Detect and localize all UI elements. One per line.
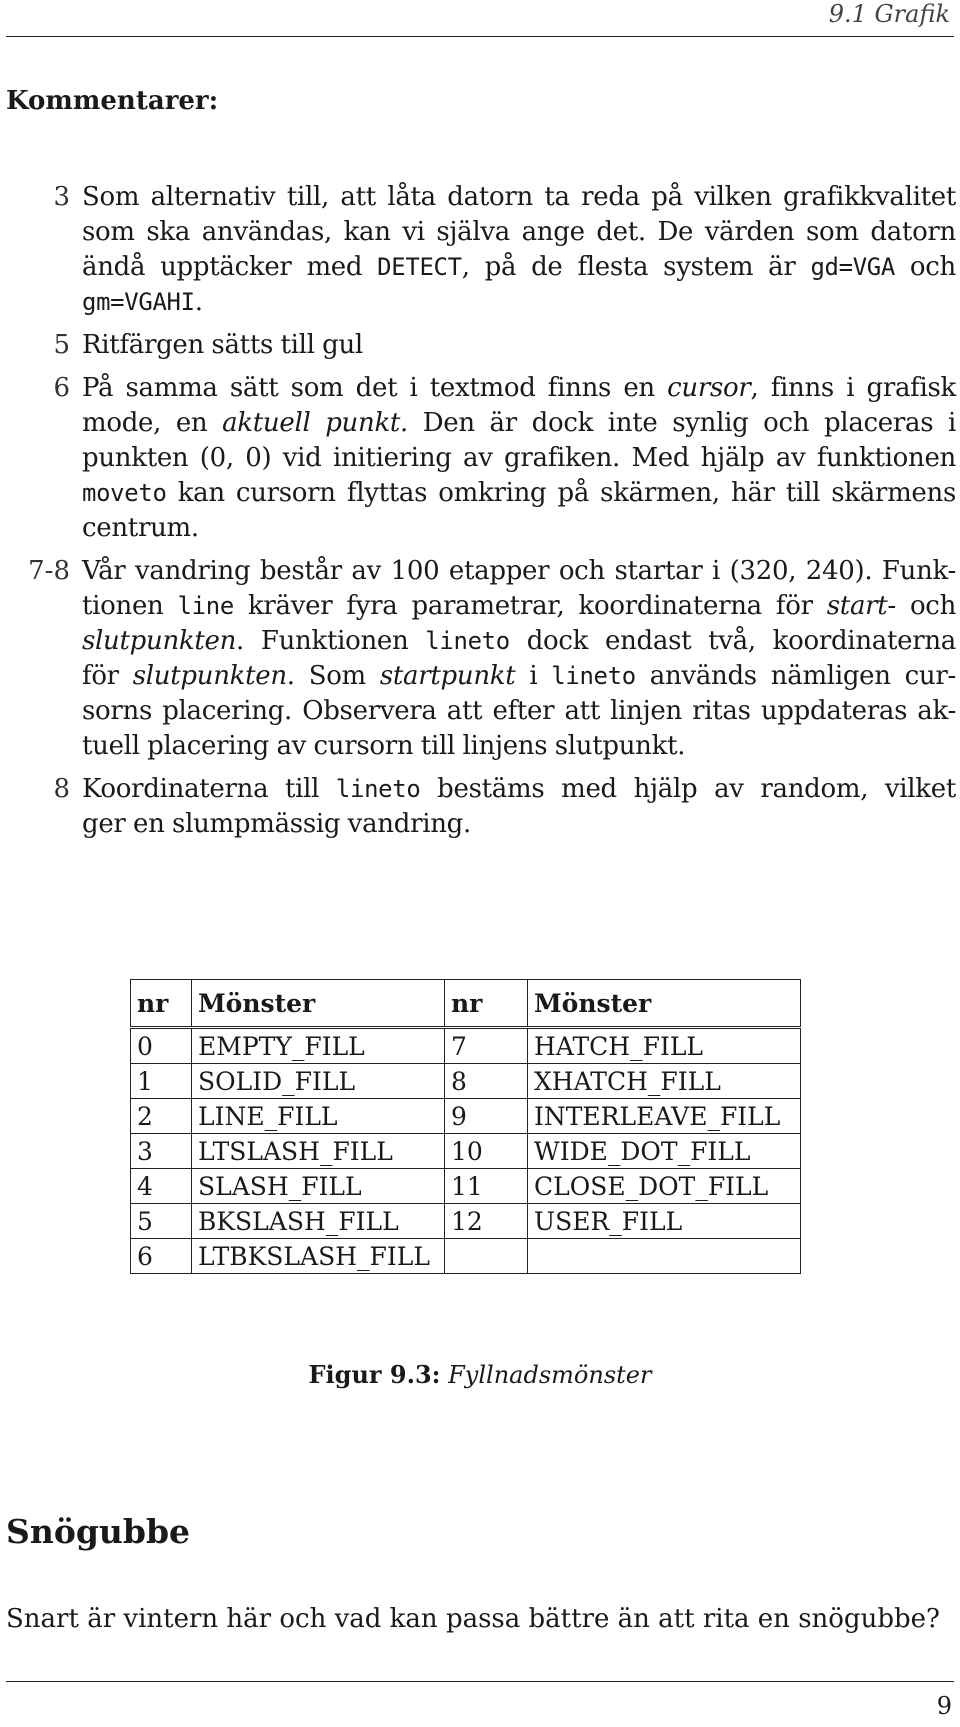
section-title: Snögubbe	[6, 1512, 191, 1551]
comment-line-number: 7-8	[28, 556, 70, 586]
fill-pattern-table	[130, 979, 801, 1274]
text-line: slutpunkten. Funktionen lineto dock endast två, koordinaterna	[82, 626, 956, 656]
col-header-pattern: Mönster	[192, 980, 445, 1028]
cell-pattern: EMPTY_FILL	[192, 1028, 445, 1064]
emphasis: slutpunkten	[82, 626, 237, 656]
comment-text	[82, 371, 956, 546]
text-line: Som alternativ till, att låta datorn ta reda på vilken grafikkvalitet	[82, 182, 956, 212]
cell-pattern: LINE_FILL	[192, 1099, 445, 1134]
cell-pattern: HATCH_FILL	[528, 1028, 801, 1064]
text-line: tionen line kräver fyra parametrar, koordinaterna för start- och	[82, 591, 957, 621]
comment-item	[0, 371, 960, 546]
col-header-nr: nr	[131, 980, 192, 1028]
comment-text	[82, 328, 956, 363]
comment-line-number: 8	[53, 774, 70, 804]
comment-line-number: 3	[53, 182, 70, 212]
text-line: moveto kan cursorn flyttas omkring på skärmen, här till skärmens	[82, 478, 956, 508]
code-term: moveto	[82, 479, 167, 507]
code-term: lineto	[551, 662, 636, 690]
text-line: tuell placering av cursorn till linjens slutpunkt.	[82, 731, 686, 761]
cell-nr: 3	[131, 1134, 192, 1169]
table-row	[131, 1239, 801, 1274]
table-row	[131, 1204, 801, 1239]
emphasis: aktuell punkt.	[222, 408, 409, 438]
figure-caption	[0, 1360, 960, 1389]
comment-item	[0, 180, 960, 320]
text-line: Koordinaterna till lineto bestäms med hjälp av random, vilket	[82, 774, 956, 804]
col-header-nr-2: nr	[445, 980, 528, 1028]
cell-pattern: BKSLASH_FILL	[192, 1204, 445, 1239]
cell-pattern: LTBKSLASH_FILL	[192, 1239, 445, 1274]
cell-pattern	[528, 1239, 801, 1274]
cell-pattern: USER_FILL	[528, 1204, 801, 1239]
code-term: line	[177, 592, 234, 620]
comment-line-number: 6	[53, 373, 70, 403]
col-header-pattern-2: Mönster	[528, 980, 801, 1028]
cell-nr: 0	[131, 1028, 192, 1064]
code-term: lineto	[425, 627, 510, 655]
text-line: ändå upptäcker med DETECT, på de flesta system är gd=VGA och	[82, 252, 956, 282]
cell-nr: 12	[445, 1204, 528, 1239]
cell-pattern: XHATCH_FILL	[528, 1064, 801, 1099]
cell-nr: 4	[131, 1169, 192, 1204]
intro-paragraph: Snart är vintern här och vad kan passa bättre än att rita en snögubbe?	[6, 1604, 940, 1634]
table-row	[131, 1169, 801, 1204]
emphasis: startpunkt	[379, 661, 516, 691]
text-line: Vår vandring består av 100 etapper och startar i (320, 240). Funk-	[82, 556, 956, 586]
cell-nr: 7	[445, 1028, 528, 1064]
cell-nr: 2	[131, 1099, 192, 1134]
cell-pattern: CLOSE_DOT_FILL	[528, 1169, 801, 1204]
table-row	[131, 1028, 801, 1064]
comment-text	[82, 554, 956, 764]
text-line: centrum.	[82, 513, 199, 543]
emphasis: start	[826, 591, 888, 621]
page-number: 9	[936, 1692, 952, 1720]
cell-pattern: WIDE_DOT_FILL	[528, 1134, 801, 1169]
text-line: för slutpunkten. Som startpunkt i lineto används nämligen cur-	[82, 661, 956, 691]
header-text: 9.1 Grafik	[828, 0, 950, 28]
comment-text	[82, 180, 956, 320]
cell-pattern: SLASH_FILL	[192, 1169, 445, 1204]
text-line: mode, en aktuell punkt. Den är dock inte synlig och placeras i	[82, 408, 956, 438]
cell-nr: 5	[131, 1204, 192, 1239]
comment-text	[82, 772, 956, 842]
table-row	[131, 1099, 801, 1134]
comment-item	[0, 554, 960, 764]
cell-nr: 9	[445, 1099, 528, 1134]
cell-pattern: INTERLEAVE_FILL	[528, 1099, 801, 1134]
cell-pattern: SOLID_FILL	[192, 1064, 445, 1099]
caption-label: Figur 9.3:	[308, 1360, 441, 1389]
emphasis: cursor	[667, 373, 751, 403]
cell-pattern: LTSLASH_FILL	[192, 1134, 445, 1169]
text-line: På samma sätt som det i textmod finns en cursor, finns i grafisk	[82, 373, 956, 403]
cell-nr: 6	[131, 1239, 192, 1274]
comments-heading: Kommentarer:	[6, 86, 219, 116]
comment-line-number: 5	[53, 330, 70, 360]
comment-list	[0, 180, 960, 850]
cell-nr	[445, 1239, 528, 1274]
running-header	[6, 0, 954, 37]
emphasis: slutpunkten	[132, 661, 287, 691]
comment-item	[0, 772, 960, 842]
code-term: lineto	[335, 775, 421, 803]
text-line: ger en slumpmässig vandring.	[82, 809, 471, 839]
code-term: gm=VGAHI	[82, 288, 195, 316]
text-line: punkten (0, 0) vid initiering av grafiken. Med hjälp av funktionen	[82, 443, 956, 473]
table-row	[131, 1134, 801, 1169]
cell-nr: 8	[445, 1064, 528, 1099]
footer-rule	[6, 1681, 954, 1682]
table-row	[131, 1064, 801, 1099]
text-line: sorns placering. Observera att efter att linjen ritas uppdateras ak-	[82, 696, 956, 726]
code-term: gd=VGA	[810, 253, 895, 281]
table-header-row	[131, 980, 801, 1028]
caption-text: Fyllnadsmönster	[448, 1361, 652, 1389]
text-line: Ritfärgen sätts till gul	[82, 330, 363, 360]
cell-nr: 1	[131, 1064, 192, 1099]
comment-item	[0, 328, 960, 363]
cell-nr: 11	[445, 1169, 528, 1204]
code-term: DETECT	[377, 253, 462, 281]
text-line: som ska användas, kan vi själva ange det. De värden som datorn	[82, 217, 956, 247]
cell-nr: 10	[445, 1134, 528, 1169]
text-line: gm=VGAHI.	[82, 287, 203, 317]
